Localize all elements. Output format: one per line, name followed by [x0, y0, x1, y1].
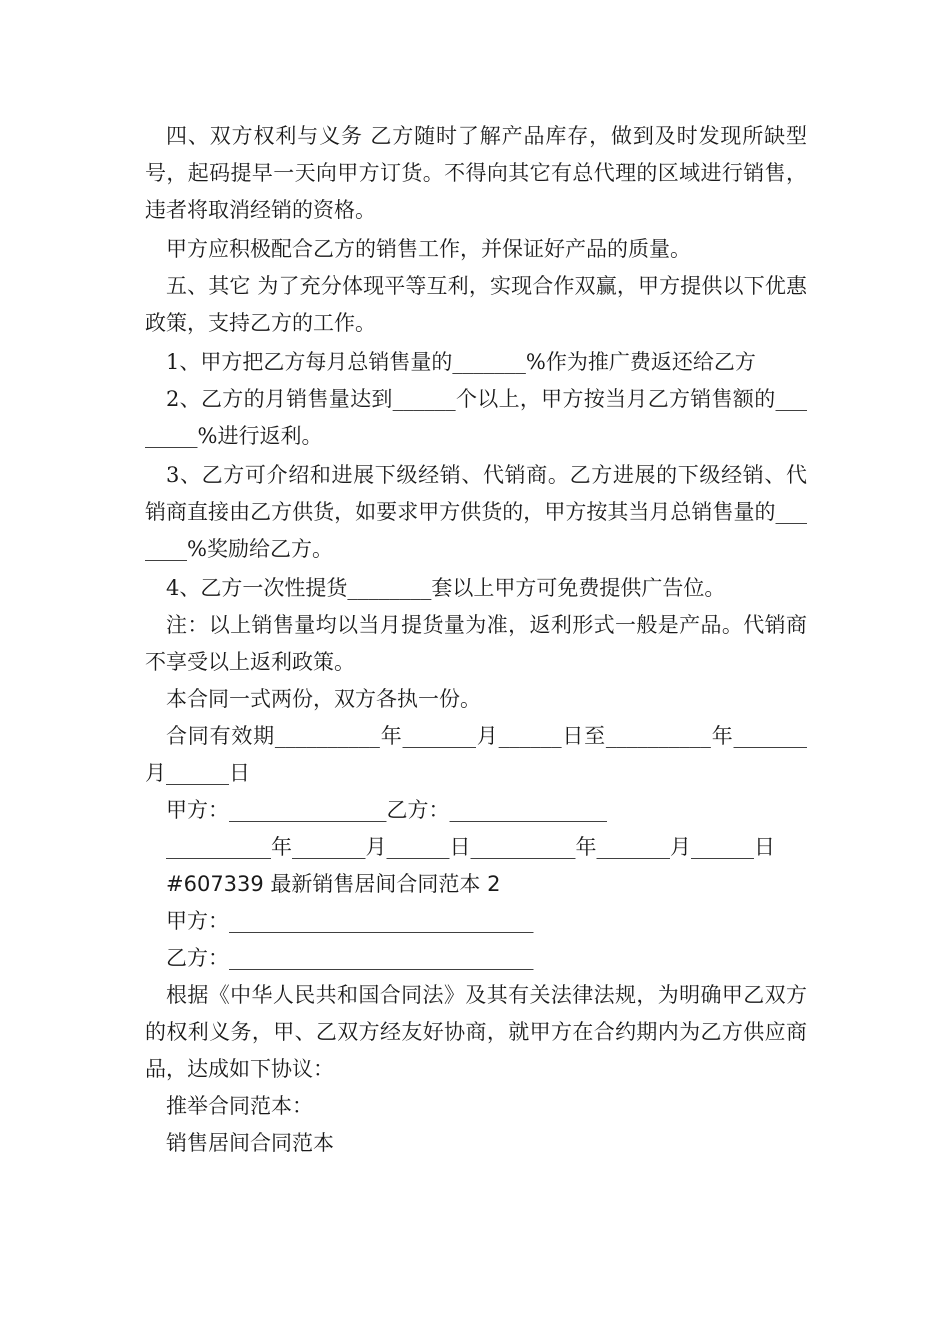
paragraph-item-1: 1、甲方把乙方每月总销售量的_______%作为推广费返还给乙方	[166, 350, 756, 374]
document-body	[145, 118, 807, 1162]
paragraph-item-3: 3、乙方可介绍和进展下级经销、代销商。乙方进展的下级经销、代销商直接由乙方供货，如要求甲方供货的，甲方按其当月总销售量的_______%奖励给乙方。	[145, 463, 807, 561]
paragraph-recommend: 推举合同范本：	[166, 1094, 313, 1118]
paragraph-party-a-line: 甲方：_____________________________	[166, 909, 534, 933]
paragraph-note: 注：以上销售量均以当月提货量为准，返利形式一般是产品。代销商不享受以上返利政策。	[145, 613, 807, 674]
paragraph-other-terms: 五、其它 为了充分体现平等互利，实现合作双赢，甲方提供以下优惠政策，支持乙方的工作。	[145, 274, 807, 335]
paragraph-signatures: 甲方：_______________乙方：_______________	[166, 798, 607, 822]
paragraph-item-2: 2、乙方的月销售量达到______个以上，甲方按当月乙方销售额的________%进行返利。	[145, 387, 807, 448]
section-title: #607339 最新销售居间合同范本 2	[166, 872, 501, 896]
paragraph-rights-obligations: 四、双方权利与义务 乙方随时了解产品库存，做到及时发现所缺型号，起码提早一天向甲方订货。不得向其它有总代理的区域进行销售，违者将取消经销的资格。	[145, 124, 807, 222]
paragraph-preamble: 根据《中华人民共和国合同法》及其有关法律法规，为明确甲乙双方的权利义务，甲、乙双方经友好协商，就甲方在合约期内为乙方供应商品，达成如下协议：	[145, 983, 807, 1081]
paragraph-validity: 合同有效期__________年_______月______日至__________年_______月______日	[145, 724, 807, 785]
paragraph-copies: 本合同一式两份，双方各执一份。	[166, 687, 481, 711]
paragraph-party-b-line: 乙方：_____________________________	[166, 946, 534, 970]
paragraph-template-title: 销售居间合同范本	[166, 1131, 334, 1155]
paragraph-sign-dates: __________年_______月______日__________年_______月______日	[166, 835, 775, 859]
paragraph-item-4: 4、乙方一次性提货________套以上甲方可免费提供广告位。	[166, 576, 726, 600]
paragraph-party-a-cooperation: 甲方应积极配合乙方的销售工作，并保证好产品的质量。	[166, 237, 691, 261]
